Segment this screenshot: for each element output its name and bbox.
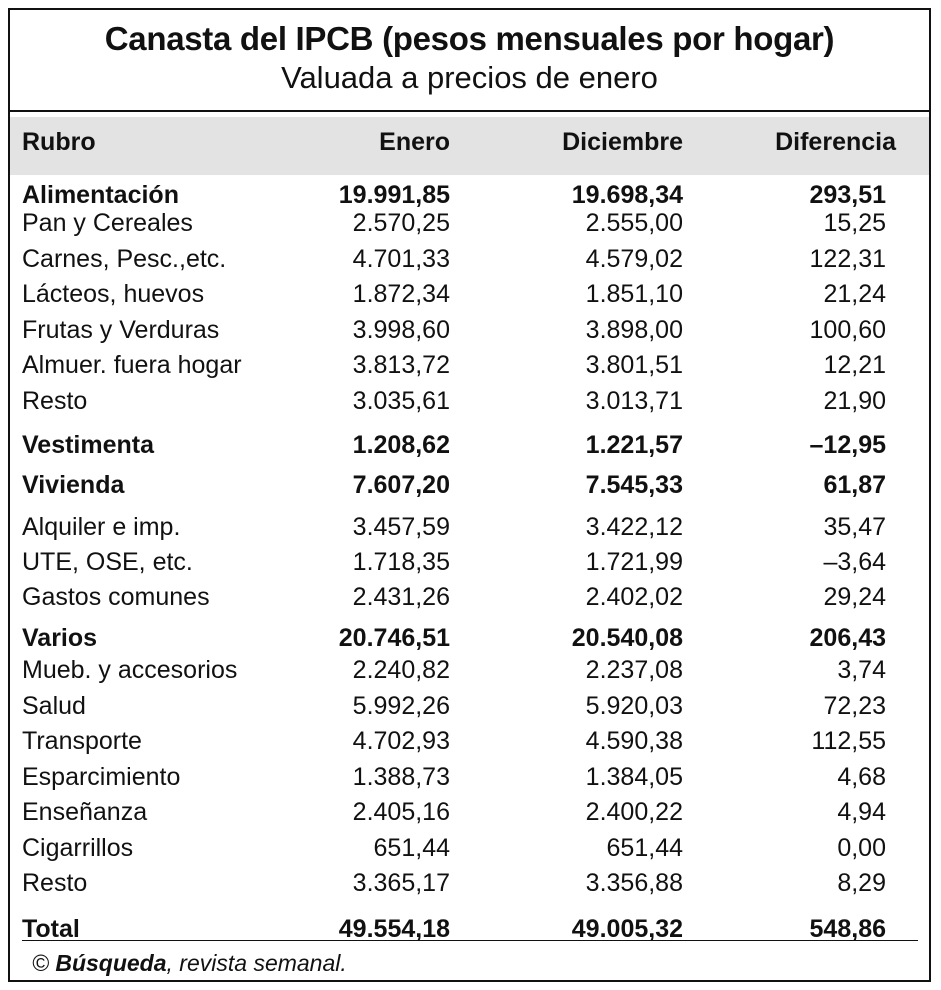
- cell-enero: 3.998,60: [352, 316, 450, 344]
- cell-diciembre: 2.555,00: [585, 209, 683, 237]
- cell-diferencia: 293,51: [809, 181, 886, 209]
- table-row: [10, 384, 929, 418]
- header-enero: Enero: [379, 128, 450, 156]
- row-label: Total: [22, 915, 80, 943]
- footer-credit: [32, 950, 347, 977]
- row-label: UTE, OSE, etc.: [22, 548, 193, 576]
- table-row: [10, 510, 929, 544]
- header-diferencia: Diferencia: [775, 128, 896, 156]
- cell-diciembre: 3.801,51: [585, 351, 683, 379]
- cell-diciembre: 49.005,32: [571, 915, 683, 943]
- header-diciembre: Diciembre: [562, 128, 683, 156]
- row-label: Lácteos, huevos: [22, 280, 205, 308]
- table-subtitle: Valuada a precios de enero: [281, 60, 658, 95]
- cell-diciembre: 2.402,02: [585, 583, 683, 611]
- cell-diferencia: 61,87: [823, 471, 886, 499]
- cell-enero: 19.991,85: [338, 181, 450, 209]
- table-row: [10, 653, 929, 687]
- cell-diciembre: 20.540,08: [571, 624, 683, 652]
- row-label: Alimentación: [22, 181, 179, 209]
- cell-enero: 3.813,72: [352, 351, 450, 379]
- row-label: Enseñanza: [22, 798, 148, 826]
- cell-enero: 7.607,20: [352, 471, 450, 499]
- row-label: Carnes, Pesc.,etc.: [22, 245, 227, 273]
- table-row: [10, 760, 929, 794]
- table-row: [10, 831, 929, 865]
- cell-diciembre: 1.221,57: [585, 431, 683, 459]
- cell-diferencia: 122,31: [809, 245, 886, 273]
- row-label: Vivienda: [22, 471, 125, 499]
- row-label: Varios: [22, 624, 98, 652]
- row-label: Almuer. fuera hogar: [22, 351, 242, 379]
- row-label: Resto: [22, 387, 88, 415]
- cell-diciembre: 651,44: [606, 834, 683, 862]
- cell-diferencia: 112,55: [811, 727, 886, 755]
- cell-diciembre: 1.384,05: [585, 763, 683, 791]
- header-rubro: Rubro: [22, 128, 96, 156]
- table-row: [10, 689, 929, 723]
- cell-enero: 49.554,18: [338, 915, 450, 943]
- row-label: Salud: [22, 692, 86, 720]
- table-row: [10, 348, 929, 382]
- table-row: [10, 277, 929, 311]
- cell-enero: 651,44: [373, 834, 450, 862]
- cell-enero: 1.718,35: [352, 548, 450, 576]
- cell-diferencia: 3,74: [837, 656, 886, 684]
- cell-diciembre: 1.851,10: [585, 280, 683, 308]
- table-row: [10, 313, 929, 347]
- cell-diferencia: 12,21: [823, 351, 886, 379]
- table-row: [10, 468, 929, 502]
- cell-diferencia: 72,23: [823, 692, 886, 720]
- cell-diciembre: 3.013,71: [585, 387, 683, 415]
- cell-diciembre: 2.237,08: [585, 656, 683, 684]
- cell-diferencia: 8,29: [837, 869, 886, 897]
- cell-enero: 3.035,61: [352, 387, 450, 415]
- cell-diferencia: 4,68: [837, 763, 886, 791]
- row-label: Frutas y Verduras: [22, 316, 220, 344]
- cell-enero: 2.405,16: [352, 798, 450, 826]
- cell-enero: 2.431,26: [352, 583, 450, 611]
- row-label: Transporte: [22, 727, 142, 755]
- cell-enero: 3.457,59: [352, 513, 450, 541]
- cell-enero: 2.570,25: [352, 209, 450, 237]
- table-frame: [8, 8, 931, 982]
- table-row: [10, 428, 929, 462]
- cell-diciembre: 3.356,88: [585, 869, 683, 897]
- cell-diciembre: 7.545,33: [585, 471, 683, 499]
- cell-enero: 5.992,26: [352, 692, 450, 720]
- cell-diferencia: 35,47: [823, 513, 886, 541]
- table-title: Canasta del IPCB (pesos mensuales por hogar): [104, 20, 835, 57]
- cell-diferencia: 21,24: [823, 280, 886, 308]
- table-row: [10, 580, 929, 614]
- cell-diferencia: 15,25: [823, 209, 886, 237]
- copyright-symbol: ©: [32, 950, 49, 976]
- row-label: Resto: [22, 869, 88, 897]
- cell-enero: 4.702,93: [352, 727, 450, 755]
- source-name: Búsqueda: [55, 950, 167, 976]
- row-label: Mueb. y accesorios: [22, 656, 238, 684]
- cell-enero: 1.872,34: [352, 280, 450, 308]
- cell-enero: 2.240,82: [352, 656, 450, 684]
- cell-diciembre: 5.920,03: [585, 692, 683, 720]
- row-label: Cigarrillos: [22, 834, 134, 862]
- row-label: Vestimenta: [22, 431, 155, 459]
- total-underline: [22, 940, 918, 941]
- cell-diciembre: 3.898,00: [585, 316, 683, 344]
- table-row: [10, 545, 929, 579]
- cell-diferencia: 29,24: [823, 583, 886, 611]
- table-row: [10, 724, 929, 758]
- cell-diferencia: –3,64: [823, 548, 886, 576]
- cell-diciembre: 1.721,99: [585, 548, 683, 576]
- cell-enero: 1.208,62: [352, 431, 450, 459]
- table-row: [10, 866, 929, 900]
- table-row: [10, 206, 929, 240]
- cell-diferencia: 4,94: [837, 798, 886, 826]
- cell-diferencia: –12,95: [809, 431, 886, 459]
- cell-diciembre: 2.400,22: [585, 798, 683, 826]
- cell-diferencia: 206,43: [809, 624, 886, 652]
- cell-diferencia: 0,00: [837, 834, 886, 862]
- cell-enero: 3.365,17: [352, 869, 450, 897]
- cell-diferencia: 548,86: [809, 915, 886, 943]
- table-row: [10, 621, 929, 655]
- table-row: [10, 242, 929, 276]
- row-label: Gastos comunes: [22, 583, 210, 611]
- cell-diciembre: 3.422,12: [585, 513, 683, 541]
- row-label: Esparcimiento: [22, 763, 181, 791]
- cell-enero: 4.701,33: [352, 245, 450, 273]
- cell-diferencia: 100,60: [809, 316, 886, 344]
- cell-diciembre: 4.579,02: [585, 245, 683, 273]
- row-label: Alquiler e imp.: [22, 513, 181, 541]
- cell-enero: 20.746,51: [338, 624, 450, 652]
- source-description: , revista semanal.: [166, 950, 347, 976]
- table-row: [10, 795, 929, 829]
- cell-enero: 1.388,73: [352, 763, 450, 791]
- row-label: Pan y Cereales: [22, 209, 193, 237]
- cell-diferencia: 21,90: [823, 387, 886, 415]
- title-box: [10, 10, 929, 112]
- cell-diciembre: 19.698,34: [571, 181, 683, 209]
- cell-diciembre: 4.590,38: [585, 727, 683, 755]
